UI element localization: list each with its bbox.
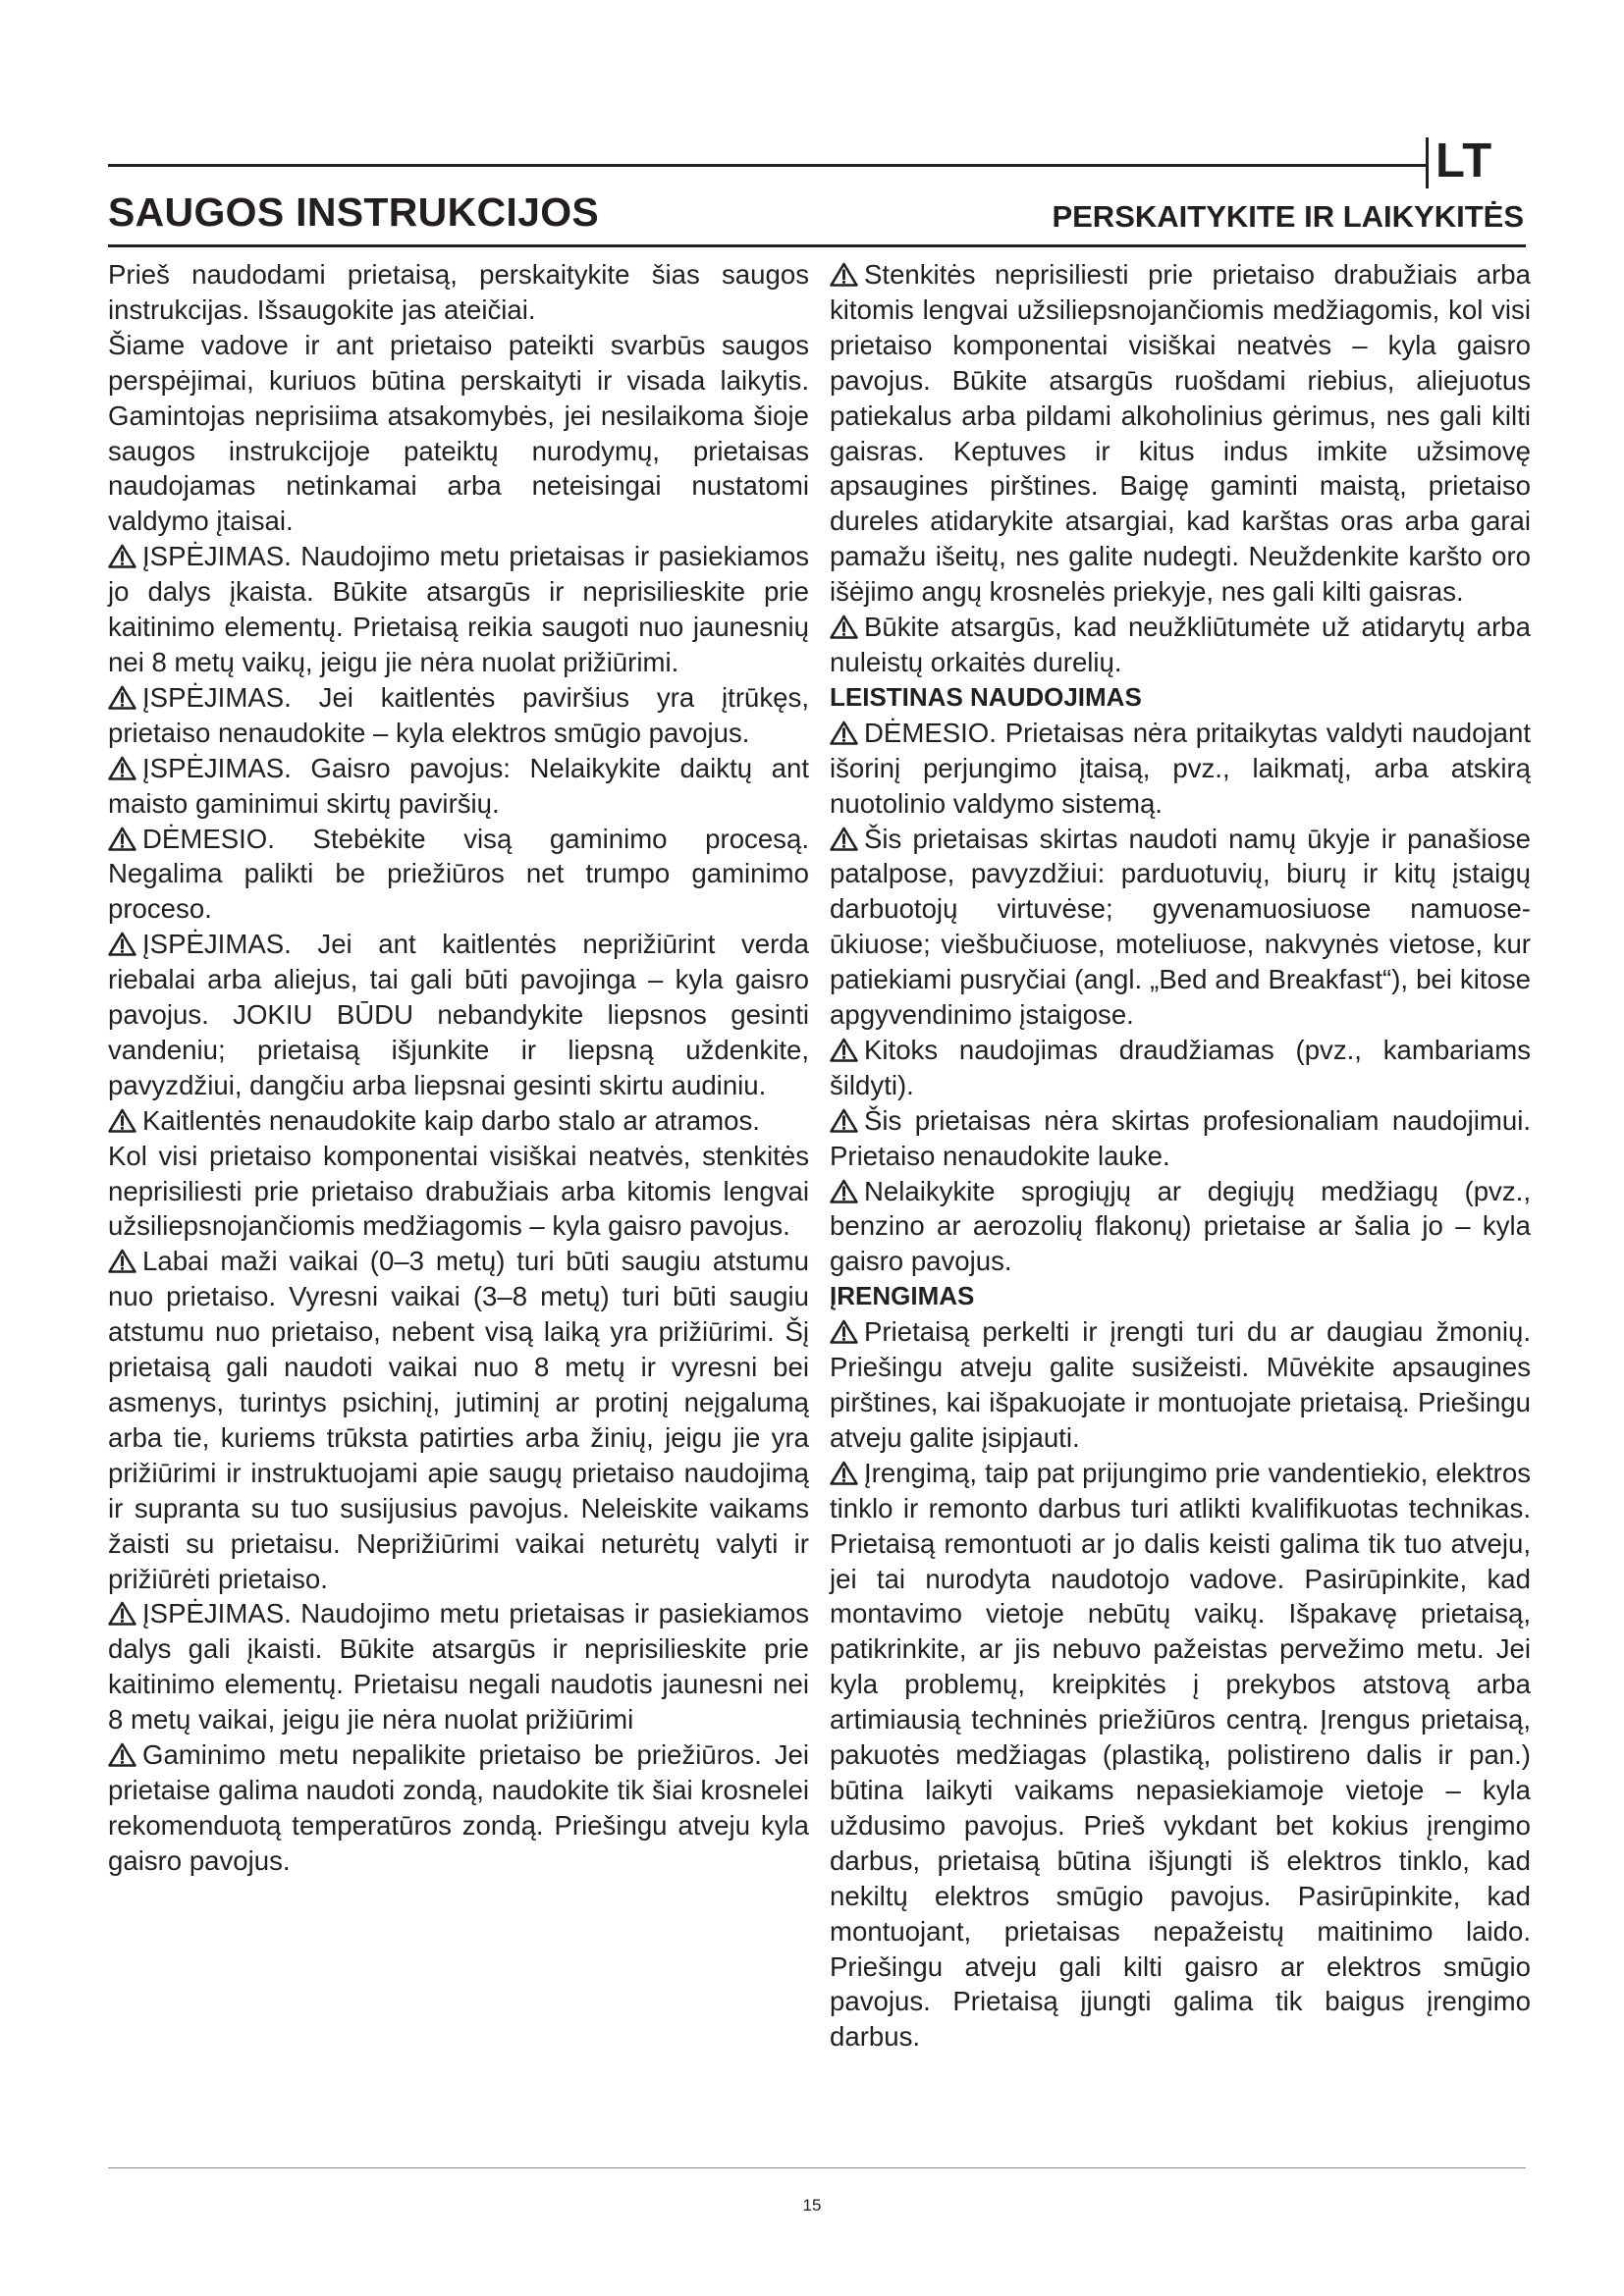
paragraph: ĮSPĖJIMAS. Gaisro pavojus: Nelaikykite daiktų ant maisto gaminimui skirtų paviršių. (108, 752, 809, 819)
warning-icon (830, 1108, 858, 1133)
paragraph: ĮSPĖJIMAS. Naudojimo metu prietaisas ir pasiekiamos dalys gali įkaisti. Būkite atsargūs ir neprisilieskite prie kaitinimo elementų. Prietaisu negali naudotis jaunesni nei 8 metų vaikai, jeigu jie nėra nuolat prižiūrimi (108, 1598, 809, 1735)
language-tick (1426, 137, 1429, 188)
warning-icon (108, 1601, 136, 1626)
page-subtitle: PERSKAITYKITE IR LAIKYKITĖS (1052, 199, 1524, 234)
paragraph: Kol visi prietaiso komponentai visiškai neatvės, stenkitės neprisiliesti prie prietaiso drabužiais arba kitomis lengvai užsiliepsnojančiomis medžiagomis – kyla gaisro pavojus. (108, 1140, 809, 1242)
paragraph: Prietaisą perkelti ir įrengti turi du ar daugiau žmonių. Priešingu atveju galite susižeisti. Mūvėkite apsaugines pirštines, kai išpakuojate ir montuojate prietaisą. Priešingu atveju galite įsipjauti. (830, 1316, 1531, 1453)
paragraph: Nelaikykite sprogiųjų ar degiųjų medžiagų (pvz., benzino ar aerozolių flakonų) prietaise ar šalia jo – kyla gaisro pavojus. (830, 1175, 1531, 1277)
warning-icon (108, 756, 136, 780)
paragraph: Šis prietaisas skirtas naudoti namų ūkyje ir panašiose patalpose, pavyzdžiui: parduotuvių, biurų ir kitų įstaigų darbuotojų virtuvėse; gyvenamuosiuose namuose-ūkiuose; viešbučiuose, moteliuose, nakvynės vietose, kur patiekiami pusryčiai (angl. „Bed and Breakfast“), bei kitose apgyvendinimo įstaigose. (830, 823, 1531, 1031)
warning-icon (830, 1319, 858, 1344)
warning-icon (108, 685, 136, 710)
paragraph: Kaitlentės nenaudokite kaip darbo stalo ar atramos. (108, 1103, 809, 1139)
page-title: SAUGOS INSTRUKCIJOS (108, 189, 600, 235)
warning-icon (830, 1038, 858, 1062)
paragraph: Šis prietaisas nėra skirtas profesionaliam naudojimui. Prietaiso nenaudokite lauke. (830, 1104, 1531, 1171)
warning-icon (830, 827, 858, 851)
paragraph: Labai maži vaikai (0–3 metų) turi būti saugiu atstumu nuo prietaiso. Vyresni vaikai (3–8 metų) turi būti saugiu atstumu nuo prietaiso, nebent visą laiką yra prižiūrimi. Šį prietaisą gali naudoti vaikai nuo 8 metų ir vyresni bei asmenys, turintys psichinį, jutiminį ar protinį neįgalumą arba tie, kuriems trūksta patirties arba žinių, jeigu jie yra prižiūrimi ir instruktuojami apie saugų prietaiso naudojimą ir supranta su tuo susijusius pavojus. Neleiskite vaikams žaisti su prietaisu. Neprižiūrimi vaikai neturėtų valyti ir prižiūrėti prietaiso. (108, 1246, 809, 1594)
top-rule (108, 164, 1429, 167)
section-heading-permitted-use: LEISTINAS NAUDOJIMAS (830, 681, 1142, 712)
warning-icon (108, 544, 136, 568)
warning-icon (108, 1249, 136, 1273)
paragraph: DĖMESIO. Stebėkite visą gaminimo procesą. Negalima palikti be priežiūros net trumpo gaminimo proceso. (108, 823, 809, 925)
language-code: LT (1435, 134, 1493, 187)
warning-icon (830, 721, 858, 745)
paragraph: ĮSPĖJIMAS. Jei ant kaitlentės neprižiūrint verda riebalai arba aliejus, tai gali būti pavojinga – kyla gaisro pavojus. JOKIU BŪDU nebandykite liepsnos gesinti vandeniu; prietaisą išjunkite ir liepsną uždenkite, pavyzdžiui, dangčiu arba liepsnai gesinti skirtu audiniu. (108, 929, 809, 1100)
warning-icon (830, 262, 858, 287)
warning-icon (830, 1461, 858, 1485)
paragraph: Šiame vadove ir ant prietaiso pateikti svarbūs saugos perspėjimai, kuriuos būtina perskaityti ir visada laikytis. Gamintojas neprisiima atsakomybės, jei nesilaikoma šioje saugos instrukcijoje pateiktų nurodymų, prietaisas naudojamas netinkamai arba neteisingai nustatomi valdymo įtaisai. (108, 329, 809, 537)
paragraph: Prieš naudodami prietaisą, perskaitykite šias saugos instrukcijas. Išsaugokite jas ateičiai. (108, 259, 809, 325)
warning-icon (108, 827, 136, 851)
footer-rule (108, 2167, 1526, 2168)
warning-icon (108, 932, 136, 956)
header-rule (108, 244, 1526, 247)
warning-icon (830, 1179, 858, 1203)
section-heading-installation: ĮRENGIMAS (830, 1281, 975, 1311)
paragraph: Stenkitės neprisiliesti prie prietaiso drabužiais arba kitomis lengvai užsiliepsnojančiomis medžiagomis, kol visi prietaiso komponentai visiškai neatvės – kyla gaisro pavojus. Būkite atsargūs ruošdami riebius, aliejuotus patiekalus arba pildami alkoholinius gėrimus, nes gali kilti gaisras. Keptuves ir kitus indus imkite užsimovę apsaugines pirštines. Baigę gaminti maistą, prietaiso dureles atidarykite atsargiai, kad karštas oras arba garai pamažu išeitų, nes galite nudegti. Neuždenkite karšto oro išėjimo angų krosnelės priekyje, nes gali kilti gaisras. (830, 259, 1531, 608)
left-column (108, 257, 809, 1879)
right-column (830, 257, 1531, 2055)
paragraph: Įrengimą, taip pat prijungimo prie vandentiekio, elektros tinklo ir remonto darbus turi atlikti kvalifikuotas technikas. Prietaisą remontuoti ar jo dalis keisti galima tik tuo atveju, jei tai nurodyta naudotojo vadove. Pasirūpinkite, kad montavimo vietoje nebūtų vaikų. Išpakavę prietaisą, patikrinkite, ar jis nebuvo pažeistas pervežimo metu. Jei kyla problemų, kreipkitės į prekybos atstovą arba artimiausią techninės priežiūros centrą. Įrengus prietaisą, pakuotės medžiagas (plastiką, polistireno dalis ir pan.) būtina laikyti vaikams nepasiekiamoje vietoje – kyla uždusimo pavojus. Prieš vykdant bet kokius įrengimo darbus, prietaisą būtina išjungti iš elektros tinklo, kad nekiltų elektros smūgio pavojus. Pasirūpinkite, kad montuojant, prietaisas nepažeistų maitinimo laido. Priešingu atveju gali kilti gaisro ar elektros smūgio pavojus. Prietaisą įjungti galima tik baigus įrengimo darbus. (830, 1457, 1531, 2053)
paragraph: ĮSPĖJIMAS. Naudojimo metu prietaisas ir pasiekiamos jo dalys įkaista. Būkite atsargūs ir neprisilieskite prie kaitinimo elementų. Prietaisą reikia saugoti nuo jaunesnių nei 8 metų vaikų, jeigu jie nėra nuolat prižiūrimi. (108, 541, 809, 677)
warning-icon (830, 614, 858, 639)
paragraph: Būkite atsargūs, kad neužkliūtumėte už atidarytų arba nuleistų orkaitės durelių. (830, 612, 1531, 677)
page-number: 15 (802, 2196, 822, 2215)
paragraph: Kitoks naudojimas draudžiamas (pvz., kambariams šildyti). (830, 1034, 1531, 1100)
warning-icon (108, 1742, 136, 1767)
paragraph: DĖMESIO. Prietaisas nėra pritaikytas valdyti naudojant išorinį perjungimo įtaisą, pvz., laikmatį, arba atskirą nuotolinio valdymo sistemą. (830, 717, 1531, 819)
warning-icon (108, 1108, 136, 1133)
paragraph: Gaminimo metu nepalikite prietaiso be priežiūros. Jei prietaise galima naudoti zondą, naudokite tik šiai krosnelei rekomenduotą temperatūros zondą. Priešingu atveju kyla gaisro pavojus. (108, 1739, 809, 1876)
paragraph: ĮSPĖJIMAS. Jei kaitlentės paviršius yra įtrūkęs, prietaiso nenaudokite – kyla elektros smūgio pavojus. (108, 681, 809, 748)
